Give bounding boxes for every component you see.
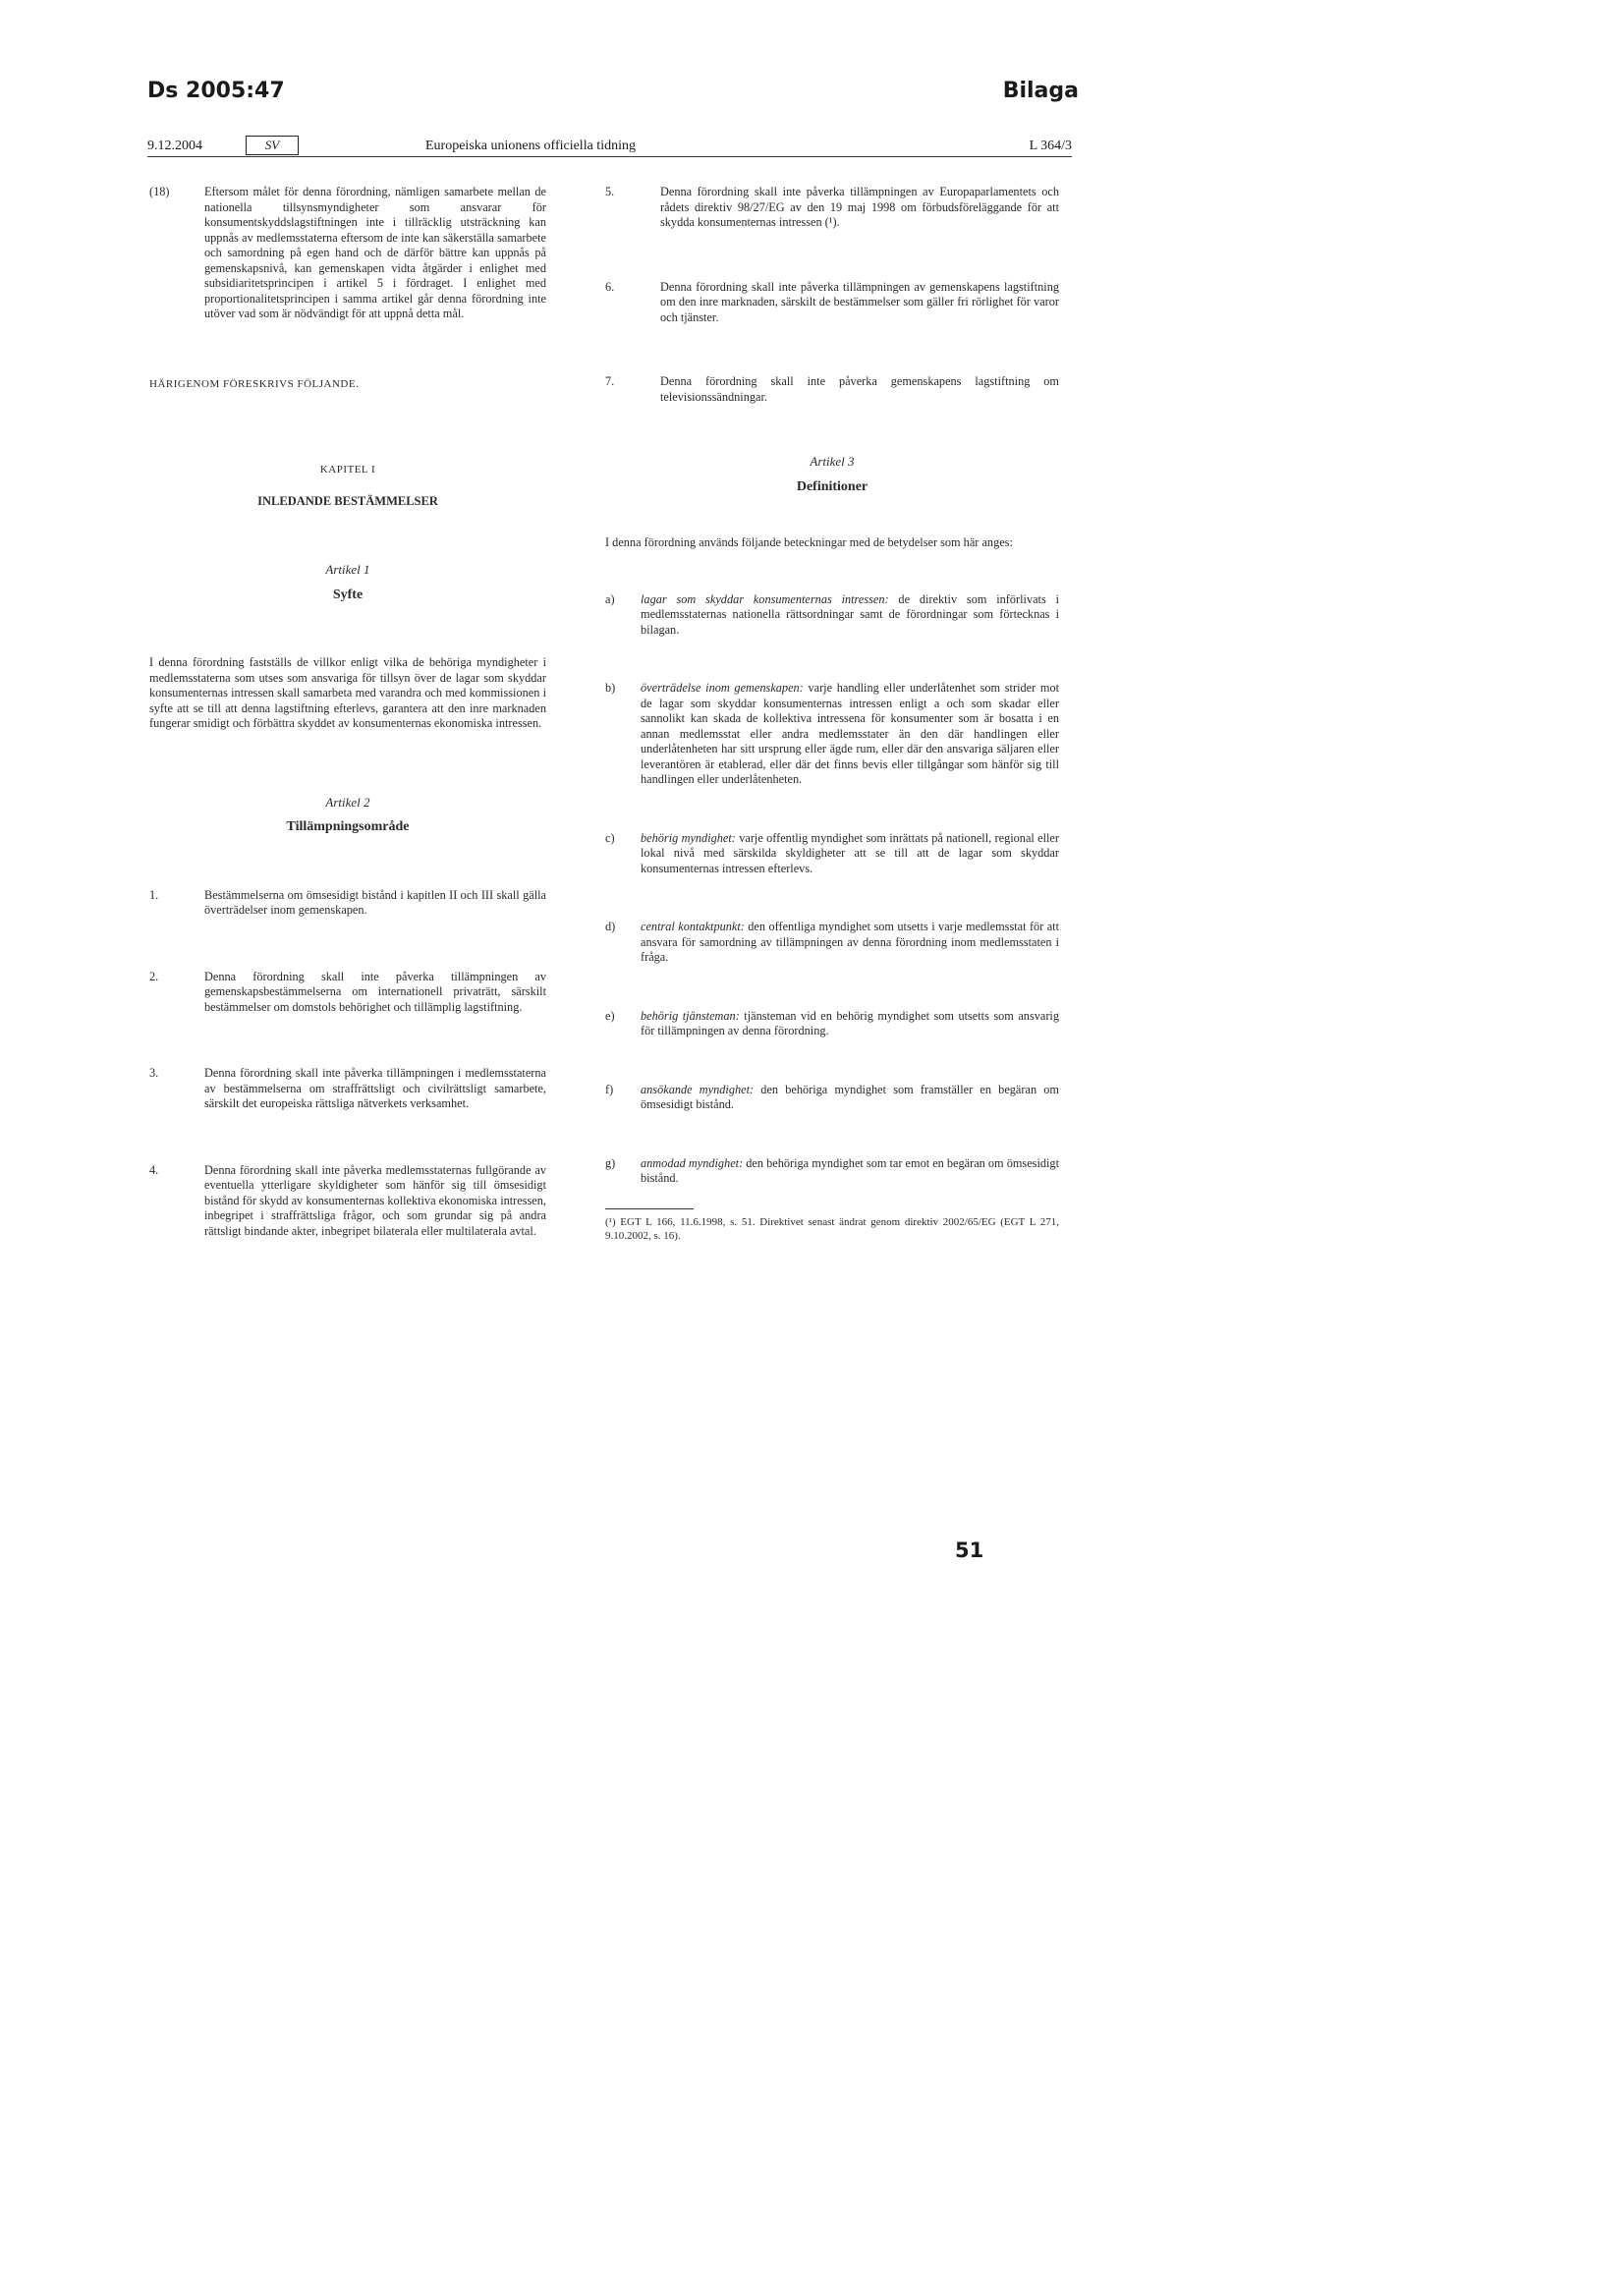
enacting-formula: HÄRIGENOM FÖRESKRIVS FÖLJANDE. xyxy=(149,377,360,390)
definition-text: tjänsteman vid en behörig myndighet som utsetts som ansvarig för tillämpningen av denna förordning. xyxy=(641,1008,1059,1037)
recital-number: (18) xyxy=(149,185,170,198)
oj-page-reference: L 364/3 xyxy=(1029,139,1072,153)
article-2-item xyxy=(605,374,1059,405)
article-2-item xyxy=(605,185,1059,231)
doc-reference: Ds 2005:47 xyxy=(147,79,285,103)
chapter-label: KAPITEL I xyxy=(319,464,376,476)
definition-item xyxy=(605,831,1059,877)
appendix-label: Bilaga xyxy=(1002,79,1079,103)
item-number: 4. xyxy=(149,1162,159,1177)
item-text: Denna förordning skall inte påverka tillämpningen av gemenskapens lagstiftning om den inre marknaden, särskilt de bestämmelser som gäller fri rörlighet för varor och tjänster. xyxy=(660,279,1059,324)
definition-text: den behöriga myndighet som tar emot en begäran om ömsesidigt bistånd. xyxy=(641,1155,1059,1185)
definition-letter: g) xyxy=(605,1155,616,1170)
article-3-label: Artikel 3 xyxy=(810,454,855,469)
definition-text: den behöriga myndighet som framställer en begäran om ömsesidigt bistånd. xyxy=(641,1082,1059,1111)
oj-language-box: SV xyxy=(246,136,299,155)
article-1-label: Artikel 1 xyxy=(325,562,370,577)
item-text: Denna förordning skall inte påverka gemenskapens lagstiftning om televisionssändningar. xyxy=(660,374,1059,404)
item-text: Denna förordning skall inte påverka tillämpningen av Europaparlamentets och rådets direktiv 98/27/EG av den 19 maj 1998 om förbudsföreläggande för att skydda konsumenternas intressen (¹). xyxy=(660,185,1059,229)
page-number: 51 xyxy=(955,1539,984,1562)
definition-item xyxy=(605,1083,1059,1113)
item-text: Bestämmelserna om ömsesidigt bistånd i kapitlen II och III skall gälla överträdelser inom gemenskapen. xyxy=(204,887,546,917)
item-text: Denna förordning skall inte påverka tillämpningen i medlemsstaterna av bestämmelserna om straffrättsligt och civilrättsligt samarbete, särskilt det europeiska rättsliga nätverkets verksamhet. xyxy=(204,1066,546,1110)
definition-letter: f) xyxy=(605,1082,614,1096)
article-2-item xyxy=(149,888,546,919)
definition-item xyxy=(605,1009,1059,1039)
definition-term: central kontaktpunkt: xyxy=(641,920,745,933)
footnote: (¹) EGT L 166, 11.6.1998, s. 51. Direktivet senast ändrat genom direktiv 2002/65/EG (EGT L 271, 9.10.2002, s. 16). xyxy=(605,1215,1059,1242)
header-rule xyxy=(147,156,1072,157)
definition-item xyxy=(605,592,1059,639)
right-column xyxy=(605,185,1059,1243)
article-2-item xyxy=(149,970,546,1016)
article-2-item xyxy=(605,280,1059,326)
recital-text: Eftersom målet för denna förordning, nämligen samarbete mellan de nationella tillsynsmyndigheter som ansvarar för konsumentskyddslagstiftningen inte i tillräcklig utsträckning kan uppnås av medlemsstaterna eftersom de inte kan säkerställa samarbete och samordning på egen hand och de därför bättre kan uppnås på gemenskapsnivå, kan gemenskapen vidta åtgärder i enlighet med subsidiaritetsprincipen i artikel 5 i fördraget. I enlighet med proportionalitetsprincipen i samma artikel går denna förordning inte utöver vad som är nödvändigt för att uppnå detta mål. xyxy=(204,185,546,320)
definition-letter: b) xyxy=(605,681,616,695)
article-2-item xyxy=(149,1066,546,1112)
article-2-label: Artikel 2 xyxy=(325,794,370,810)
definition-item xyxy=(605,920,1059,966)
definition-item xyxy=(605,1156,1059,1187)
item-text: Denna förordning skall inte påverka tillämpningen av gemenskapsbestämmelserna om internationell privaträtt, särskilt bestämmelser om domstols behörighet och tillämplig lagstiftning. xyxy=(204,969,546,1014)
recital-18 xyxy=(149,185,546,322)
article-3-title: Definitioner xyxy=(796,478,868,494)
item-number: 3. xyxy=(149,1066,159,1080)
item-number: 5. xyxy=(605,185,615,198)
definition-text: de direktiv som införlivats i medlemsstaternas nationella rättsordningar samt de förordningar som förtecknas i bilagan. xyxy=(641,591,1059,637)
oj-date: 9.12.2004 xyxy=(147,139,202,153)
definition-term: anmodad myndighet: xyxy=(641,1155,744,1170)
article-1-title: Syfte xyxy=(332,587,364,602)
definition-term: behörig myndighet: xyxy=(641,830,736,845)
article-2-item xyxy=(149,1163,546,1240)
item-number: 1. xyxy=(149,887,159,902)
definition-term: lagar som skyddar konsumenternas intressen: xyxy=(641,591,889,606)
item-number: 6. xyxy=(605,279,615,294)
chapter-title: INLEDANDE BESTÄMMELSER xyxy=(257,493,438,508)
definition-letter: e) xyxy=(605,1008,615,1023)
definition-item xyxy=(605,681,1059,788)
definition-letter: a) xyxy=(605,591,615,606)
definition-term: ansökande myndighet: xyxy=(641,1082,755,1096)
definition-letter: d) xyxy=(605,920,616,933)
item-number: 7. xyxy=(605,374,615,388)
definition-text: varje handling eller underlåtenhet som strider mot de lagar som skyddar konsumenternas intressen enligt a och som skadar eller sannolikt kan skada de kollektiva intressena för konsumenter som är bosatta i en annan medlemsstat eller andra medlemsstater än den där handlingen eller underlåtenheten har sitt ursprung eller ägde rum, eller där den ansvariga säljaren eller leverantören är etablerad, eller där det finns bevis eller tillgångar som hänför sig till handlingen eller underlåtenheten. xyxy=(641,681,1060,786)
definition-term: överträdelse inom gemenskapen: xyxy=(641,681,804,695)
oj-title: Europeiska unionens officiella tidning xyxy=(425,139,636,153)
left-column xyxy=(149,185,546,1239)
item-text: Denna förordning skall inte påverka medlemsstaternas fullgörande av eventuella ytterligare skyldigheter som hänför sig till ömsesidigt bistånd för skydd av konsumenternas kollektiva ekonomiska intressen, inbegripet i straffrättsliga frågor, och som grundar sig på andra rättsligt bindande akter, inbegripet bilaterala eller multilaterala avtal. xyxy=(204,1162,546,1238)
definition-letter: c) xyxy=(605,830,615,845)
definition-term: behörig tjänsteman: xyxy=(641,1008,740,1023)
definition-text: den offentliga myndighet som utsetts i varje medlemsstat för att ansvara för samordning av tillämpningen av denna förordning inom medlemsstaten i fråga. xyxy=(641,920,1059,964)
footnote-rule xyxy=(605,1208,694,1209)
article-1-text: I denna förordning fastställs de villkor enligt vilka de behöriga myndigheter i medlemsstaterna som utses som ansvariga för tillsyn över de lagar som skyddar konsumenternas intressen skall samarbeta med varandra och med kommissionen i syfte att se till att denna lagstiftning efterlevs, garantera att den inre marknaden fungerar smidigt och förbättra skyddet av konsumenternas ekonomiska intressen. xyxy=(149,655,546,730)
article-2-title: Tillämpningsområde xyxy=(286,819,410,834)
article-3-intro: I denna förordning används följande beteckningar med de betydelser som här anges: xyxy=(605,535,1013,549)
definition-text: varje offentlig myndighet som inrättats på nationell, regional eller lokal nivå med särskilda skyldigheter att se till att de lagar som skyddar konsumenternas intressen efterlevs. xyxy=(641,830,1059,875)
item-number: 2. xyxy=(149,969,159,983)
